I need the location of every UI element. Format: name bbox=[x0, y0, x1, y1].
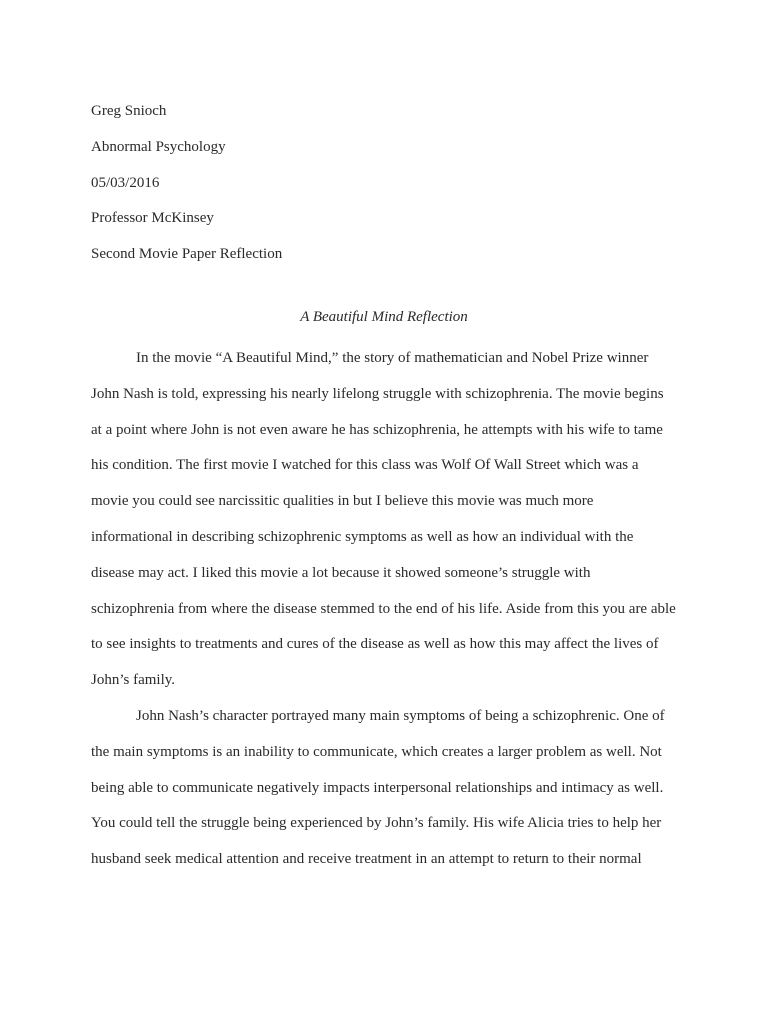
paper-header bbox=[91, 94, 691, 273]
text-line: John Nash is told, expressing his nearly lifelong struggle with schizophrenia. The movie begins bbox=[91, 385, 664, 402]
text-line: John’s family. bbox=[91, 672, 176, 689]
text-line: the main symptoms is an inability to communicate, which creates a larger problem as well. Not bbox=[91, 743, 662, 760]
text-line: schizophrenia from where the disease stemmed to the end of his life. Aside from this you are able bbox=[91, 600, 676, 617]
text-line: disease may act. I liked this movie a lot because it showed someone’s struggle with bbox=[91, 564, 591, 581]
text-line: informational in describing schizophrenic symptoms as well as how an individual with the bbox=[91, 528, 634, 545]
text-line: John Nash’s character portrayed many main symptoms of being a schizophrenic. One of bbox=[136, 707, 665, 724]
paragraph-2 bbox=[91, 699, 681, 878]
text-line: his condition. The first movie I watched for this class was Wolf Of Wall Street which was a bbox=[91, 457, 639, 474]
author-name: Greg Snioch bbox=[91, 103, 167, 119]
paper-date: 05/03/2016 bbox=[91, 174, 160, 191]
text-line: movie you could see narcissitic qualities in but I believe this movie was much more bbox=[91, 493, 594, 510]
text-line: You could tell the struggle being experienced by John’s family. His wife Alicia tries to help her bbox=[91, 815, 662, 832]
text-line: at a point where John is not even aware he has schizophrenia, he attempts with his wife to tame bbox=[91, 421, 663, 438]
paper-body bbox=[91, 341, 681, 878]
text-line: to see insights to treatments and cures of the disease as well as how this may affect the lives of bbox=[91, 636, 659, 653]
course-name: Abnormal Psychology bbox=[91, 138, 226, 155]
text-line: husband seek medical attention and receive treatment in an attempt to return to their normal bbox=[91, 851, 642, 868]
assignment-name: Second Movie Paper Reflection bbox=[91, 246, 283, 263]
professor-name: Professor McKinsey bbox=[91, 210, 214, 227]
paper-title: A Beautiful Mind Reflection bbox=[300, 309, 468, 325]
text-line: In the movie “A Beautiful Mind,” the story of mathematician and Nobel Prize winner bbox=[136, 350, 649, 366]
text-line: being able to communicate negatively impacts interpersonal relationships and intimacy as well. bbox=[91, 779, 664, 796]
paragraph-1 bbox=[91, 341, 681, 699]
